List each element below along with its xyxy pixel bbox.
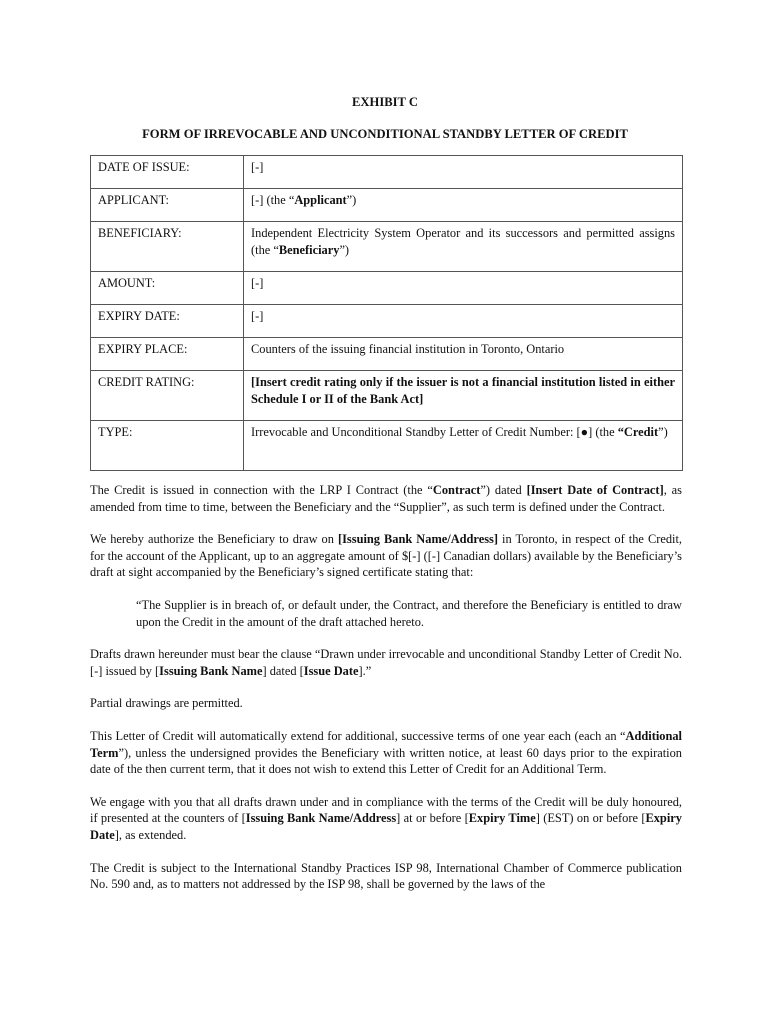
applicant-value-post: ”) [346,193,357,207]
beneficiary-value [244,222,683,272]
paragraph-drafts-clause [90,646,682,679]
applicant-defined-term: Applicant [294,193,347,207]
issuing-bank-address-placeholder: Issuing Bank Name/Address [245,811,397,826]
issue-date-placeholder: Issue Date [303,663,359,678]
type-label: TYPE: [91,421,244,471]
paragraph-contract [90,482,682,515]
expiry-date-placeholder: Expiry Date [90,811,682,842]
body-text [90,482,682,909]
credit-details-table [90,155,683,471]
beneficiary-value-pre: Independent Electricity System Operator and its successors and permitted assigns (the “ [251,226,675,257]
text-run: , as amended from time to time, between the Beneficiary and the “Supplier”, as such term is defined under the Contract. [90,483,682,514]
type-defined-term: “Credit [617,425,659,439]
table-row-date-of-issue [91,156,683,189]
expiry-time-placeholder: Expiry Time [468,811,536,826]
paragraph-honour-engagement [90,794,682,844]
table-row-credit-rating [91,371,683,421]
issuing-bank-name-placeholder: Issuing Bank Name [159,663,263,678]
text-run: ”), unless the undersigned provides the Beneficiary with written notice, at least 60 days prior to the expiration date of the then current term, that it does not wish to extend this Letter of Credit for an Additional Term. [90,745,682,777]
applicant-value [244,189,683,222]
beneficiary-label: BENEFICIARY: [91,222,244,272]
beneficiary-defined-term: Beneficiary [278,242,340,257]
additional-term-defined-term: Additional Term [90,728,682,760]
applicant-label: APPLICANT: [91,189,244,222]
form-title: FORM OF IRREVOCABLE AND UNCONDITIONAL STANDBY LETTER OF CREDIT [142,127,628,141]
table-row-expiry-place [91,338,683,371]
beneficiary-value-post: ”) [339,242,350,257]
table-row-expiry-date [91,305,683,338]
expiry-date-value: [-] [244,305,683,338]
contract-date-placeholder: [Insert Date of Contract] [526,483,664,497]
table-row-applicant [91,189,683,222]
type-value [244,421,683,471]
amount-label: AMOUNT: [91,272,244,305]
paragraph-governing-rules: The Credit is subject to the International Standby Practices ISP 98, International Chamber of Commerce publication No. 590 and, as to matters not addressed by the ISP 98, shall be governed by the laws of the [90,860,682,892]
date-of-issue-value: [-] [244,156,683,189]
text-run: in Toronto, in respect of the Credit, for the account of the Applicant, up to an aggregate amount of $[-] ([-] Canadian dollars) available by the Beneficiary’s draft at sight accompanied by the Beneficiary’s signed certificate stating that: [90,532,683,580]
text-run: We engage with you that all drafts drawn under and in compliance with the terms of the Credit will be duly honoured, if presented at the counters of [ [90,794,682,826]
table-row-beneficiary [91,222,683,272]
credit-rating-label: CREDIT RATING: [91,371,244,421]
date-of-issue-label: DATE OF ISSUE: [91,156,244,189]
text-run: ] at or before [ [396,811,469,826]
text-run: ] (EST) on or before [ [535,811,646,826]
type-value-pre: Irrevocable and Unconditional Standby Letter of Credit Number: [●] (the [251,425,618,439]
exhibit-title: EXHIBIT C [352,95,418,109]
expiry-place-value: Counters of the issuing financial institution in Toronto, Ontario [244,338,683,371]
text-run: Drafts drawn hereunder must bear the clause “Drawn under irrevocable and unconditional Standby Letter of Credit No. [-] issued by [ [90,647,682,678]
applicant-value-pre: [-] (the “ [251,193,295,207]
paragraph-auto-extension [90,728,682,778]
text-run: We hereby authorize the Beneficiary to draw on [90,532,338,547]
text-run: ”) dated [480,483,527,497]
table-row-type [91,421,683,471]
contract-defined-term: Contract [432,483,481,497]
text-run: ], as extended. [114,827,187,842]
paragraph-partial-drawings: Partial drawings are permitted. [90,696,243,711]
type-value-post: ”) [658,425,668,439]
text-run: ].” [358,663,372,678]
paragraph-certificate-quote: “The Supplier is in breach of, or default under, the Contract, and therefore the Beneficiary is entitled to draw upon the Credit in the amount of the draft attached hereto. [136,597,682,629]
expiry-date-label: EXPIRY DATE: [91,305,244,338]
paragraph-authorization [90,531,682,581]
text-run: This Letter of Credit will automatically extend for additional, successive terms of one year each (each an “ [90,728,626,743]
text-run: ] dated [ [262,663,304,678]
text-run: The Credit is issued in connection with the LRP I Contract (the “ [90,483,433,497]
table-row-amount [91,272,683,305]
expiry-place-label: EXPIRY PLACE: [91,338,244,371]
issuing-bank-placeholder: [Issuing Bank Name/Address] [337,532,498,547]
amount-value: [-] [244,272,683,305]
credit-rating-value: [Insert credit rating only if the issuer is not a financial institution listed in either Schedule I or II of the Bank Act] [244,371,683,421]
